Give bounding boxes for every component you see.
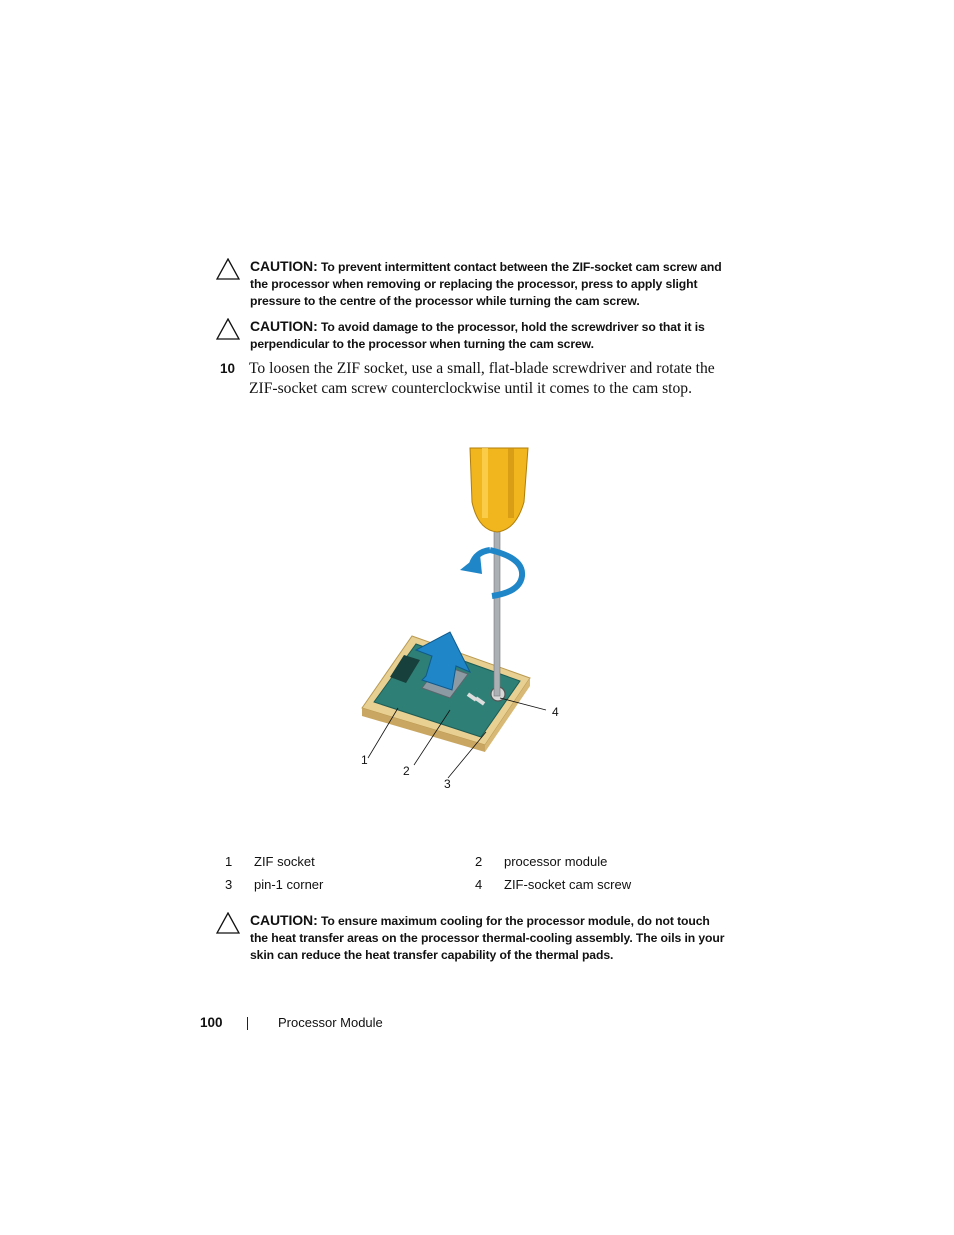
caution-triangle-icon [216,912,240,934]
caution-text: To ensure maximum cooling for the processor module, do not touch the heat transfer areas on the processor thermal-cooling assembly. The oils in your skin can reduce the heat transfer capability of the thermal pads. [250,914,725,962]
callout-legend [220,854,740,900]
caution-label: CAUTION: [250,912,318,928]
caution-label: CAUTION: [250,318,318,334]
legend-label: ZIF socket [254,854,315,869]
processor-removal-illustration [340,440,580,800]
step-number: 10 [220,361,236,376]
caution-notice-1 [216,258,726,310]
callout-4: 4 [552,705,559,719]
illustration-svg [340,440,580,800]
footer-divider [247,1017,248,1030]
section-title: Processor Module [278,1015,383,1030]
page-number: 100 [200,1015,223,1030]
caution-triangle-icon [216,318,240,340]
legend-label: pin-1 corner [254,877,324,892]
legend-label: ZIF-socket cam screw [504,877,632,892]
caution-notice-3 [216,912,726,964]
step-text: To loosen the ZIF socket, use a small, flat-blade screwdriver and rotate the ZIF-socket cam screw counterclockwise until it comes to the cam stop. [249,360,715,397]
caution-notice-2 [216,318,726,353]
legend-number: 3 [225,877,233,892]
caution-label: CAUTION: [250,258,318,274]
procedure-step [220,359,720,399]
legend-label: processor module [504,854,608,869]
callout-3: 3 [444,777,451,791]
legend-number: 1 [225,854,233,869]
legend-row [220,854,740,877]
caution-text: To prevent intermittent contact between the ZIF-socket cam screw and the processor when removing or replacing the processor, press to apply slight pressure to the centre of the processor while turning the cam screw. [250,260,722,308]
callout-1: 1 [361,753,368,767]
legend-number: 2 [475,854,483,869]
caution-text: To avoid damage to the processor, hold the screwdriver so that it is perpendicular to the processor when turning the cam screw. [250,320,705,351]
legend-number: 4 [475,877,483,892]
legend-row [220,877,740,900]
callout-2: 2 [403,764,410,778]
caution-triangle-icon [216,258,240,280]
